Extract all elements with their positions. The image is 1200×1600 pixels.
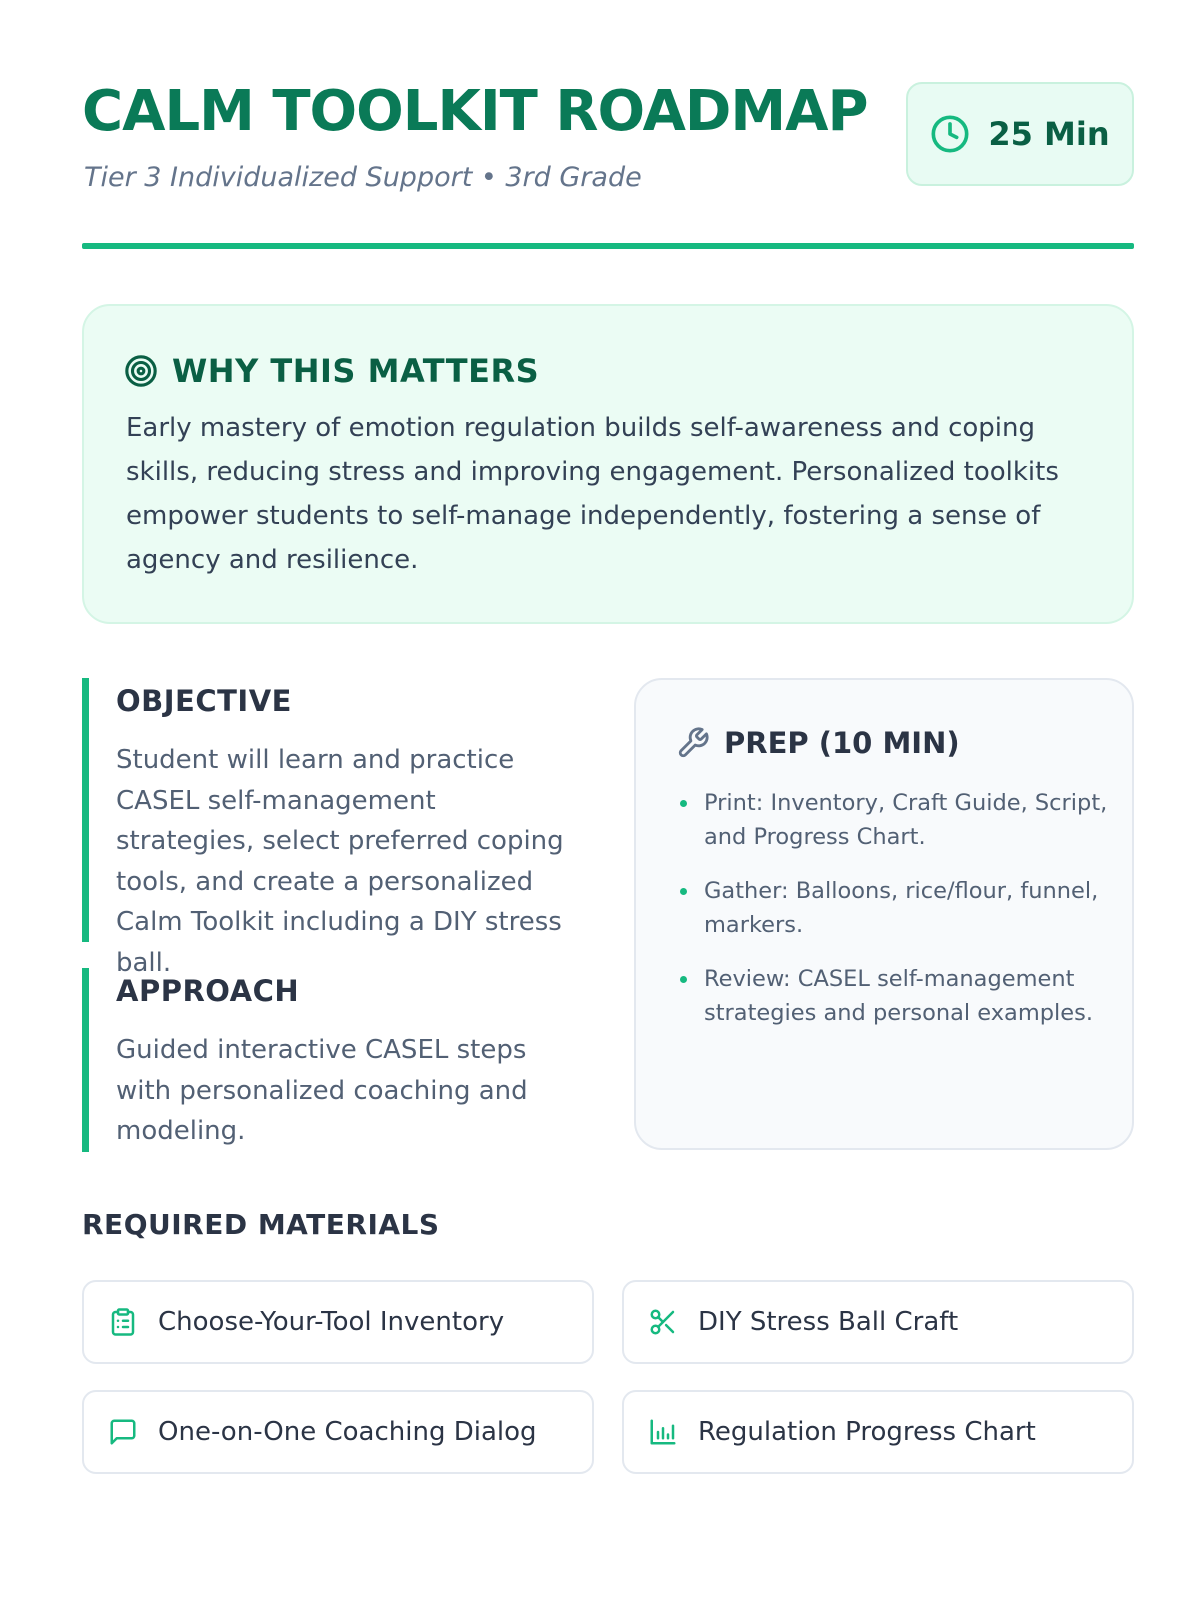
- header-divider: [82, 243, 1134, 249]
- prep-card: [634, 678, 1134, 1150]
- bullet-dot: [680, 976, 687, 983]
- bar-chart-icon: [648, 1417, 678, 1447]
- objective-section: [82, 678, 582, 978]
- header: [82, 79, 1134, 193]
- material-inventory[interactable]: [82, 1280, 594, 1364]
- material-progress-chart[interactable]: [622, 1390, 1134, 1474]
- prep-item-text: Gather: Balloons, rice/flour, funnel, markers.: [704, 878, 1099, 938]
- materials-heading: REQUIRED MATERIALS: [82, 1208, 440, 1241]
- material-label: One-on-One Coaching Dialog: [158, 1417, 537, 1447]
- material-label: Choose-Your-Tool Inventory: [158, 1307, 505, 1337]
- chat-icon: [108, 1417, 138, 1447]
- page-subtitle: Tier 3 Individualized Support • 3rd Grade: [84, 162, 642, 193]
- approach-heading: APPROACH: [116, 974, 300, 1008]
- prep-item: [680, 786, 1110, 854]
- why-body: Early mastery of emotion regulation builds self-awareness and coping skills, reducing stress and improving engagement. Personalized toolkits empower students to self-manage independently, fostering a sense of agency and resilience.: [126, 413, 1059, 575]
- prep-heading: PREP (10 MIN): [724, 726, 960, 760]
- prep-list: [680, 786, 1110, 1050]
- prep-item-text: Print: Inventory, Craft Guide, Script, and Progress Chart.: [704, 790, 1108, 850]
- bullet-dot: [680, 888, 687, 895]
- duration-value: 25 Min: [988, 115, 1110, 153]
- page-title: CALM TOOLKIT ROADMAP: [82, 79, 868, 144]
- wrench-icon: [676, 726, 710, 760]
- approach-section: [82, 968, 582, 1152]
- material-label: Regulation Progress Chart: [698, 1417, 1036, 1447]
- material-label: DIY Stress Ball Craft: [698, 1307, 959, 1337]
- duration-badge: [906, 82, 1134, 186]
- why-heading-row: [124, 352, 539, 390]
- why-heading: WHY THIS MATTERS: [172, 352, 540, 390]
- material-stress-ball[interactable]: [622, 1280, 1134, 1364]
- prep-heading-row: [676, 726, 960, 760]
- prep-item: [680, 874, 1110, 942]
- bullet-dot: [680, 800, 687, 807]
- prep-item-text: Review: CASEL self-management strategies and personal examples.: [704, 966, 1094, 1026]
- objective-body: Student will learn and practice CASEL self-management strategies, select preferred coping tools, and create a personalized Calm Toolkit including a DIY stress ball.: [116, 745, 564, 978]
- scissors-icon: [648, 1307, 678, 1337]
- clipboard-icon: [108, 1307, 138, 1337]
- prep-item: [680, 962, 1110, 1030]
- why-this-matters-card: [82, 304, 1134, 624]
- objective-heading: OBJECTIVE: [116, 684, 292, 718]
- target-icon: [124, 354, 158, 388]
- clock-icon: [930, 114, 970, 154]
- approach-body: Guided interactive CASEL steps with personalized coaching and modeling.: [116, 1035, 528, 1146]
- material-coaching-dialog[interactable]: [82, 1390, 594, 1474]
